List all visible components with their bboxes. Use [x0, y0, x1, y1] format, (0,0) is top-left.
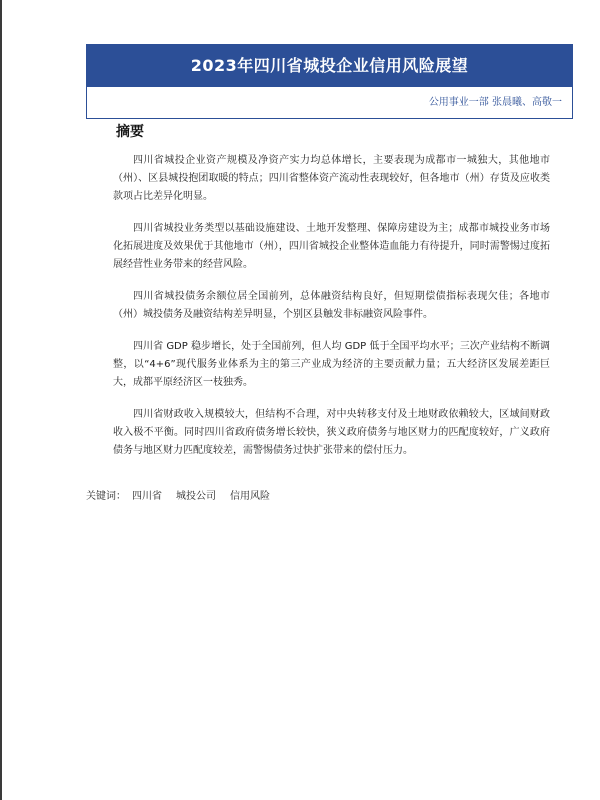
keywords-line [86, 487, 270, 502]
abstract-body [113, 152, 550, 474]
abstract-paragraph-2: 四川省城投业务类型以基础设施建设、土地开发整理、保障房建设为主；成都市城投业务市场化拓展进度及效果优于其他地市（州），四川省城投企业整体造血能力有待提升，同时需警惕过度拓展经营性业务带来的经营风险。 [113, 223, 550, 270]
report-header [86, 44, 573, 119]
abstract-paragraph-4: 四川省 GDP 稳步增长，处于全国前列，但人均 GDP 低于全国平均水平；三次产业结构不断调整，以“4+6”现代服务业体系为主的第三产业成为经济的主要贡献力量；五大经济区发展差距巨大，成都平原经济区一枝独秀。 [113, 341, 550, 388]
keyword-item: 城投公司 [176, 491, 216, 502]
keywords-label: 关键词： [86, 491, 126, 502]
keyword-item: 四川省 [132, 491, 162, 502]
abstract-paragraph-3: 四川省城投债务余额位居全国前列，总体融资结构良好，但短期偿债指标表现欠佳；各地市（州）城投债务及融资结构差异明显，个别区县触发非标融资风险事件。 [113, 291, 550, 320]
abstract-heading: 摘要 [116, 124, 144, 140]
keyword-item: 信用风险 [230, 491, 270, 502]
left-margin-rule [0, 0, 2, 800]
abstract-paragraph-1: 四川省城投企业资产规模及净资产实力均总体增长，主要表现为成都市一城独大，其他地市（州）、区县城投抱团取暖的特点；四川省整体资产流动性表现较好，但各地市（州）存货及应收类款项占比差异化明显。 [113, 155, 550, 202]
report-title: 2023年四川省城投企业信用风险展望 [87, 45, 572, 87]
abstract-paragraph-5: 四川省财政收入规模较大，但结构不合理，对中央转移支付及土地财政依赖较大，区域间财政收入极不平衡。同时四川省政府债务增长较快，狭义政府债务与地区财力的匹配度较好，广义政府债务与地区财力匹配度较差，需警惕债务过快扩张带来的偿付压力。 [113, 409, 550, 456]
report-authors: 公用事业一部 张晨曦、高敬一 [428, 97, 562, 108]
